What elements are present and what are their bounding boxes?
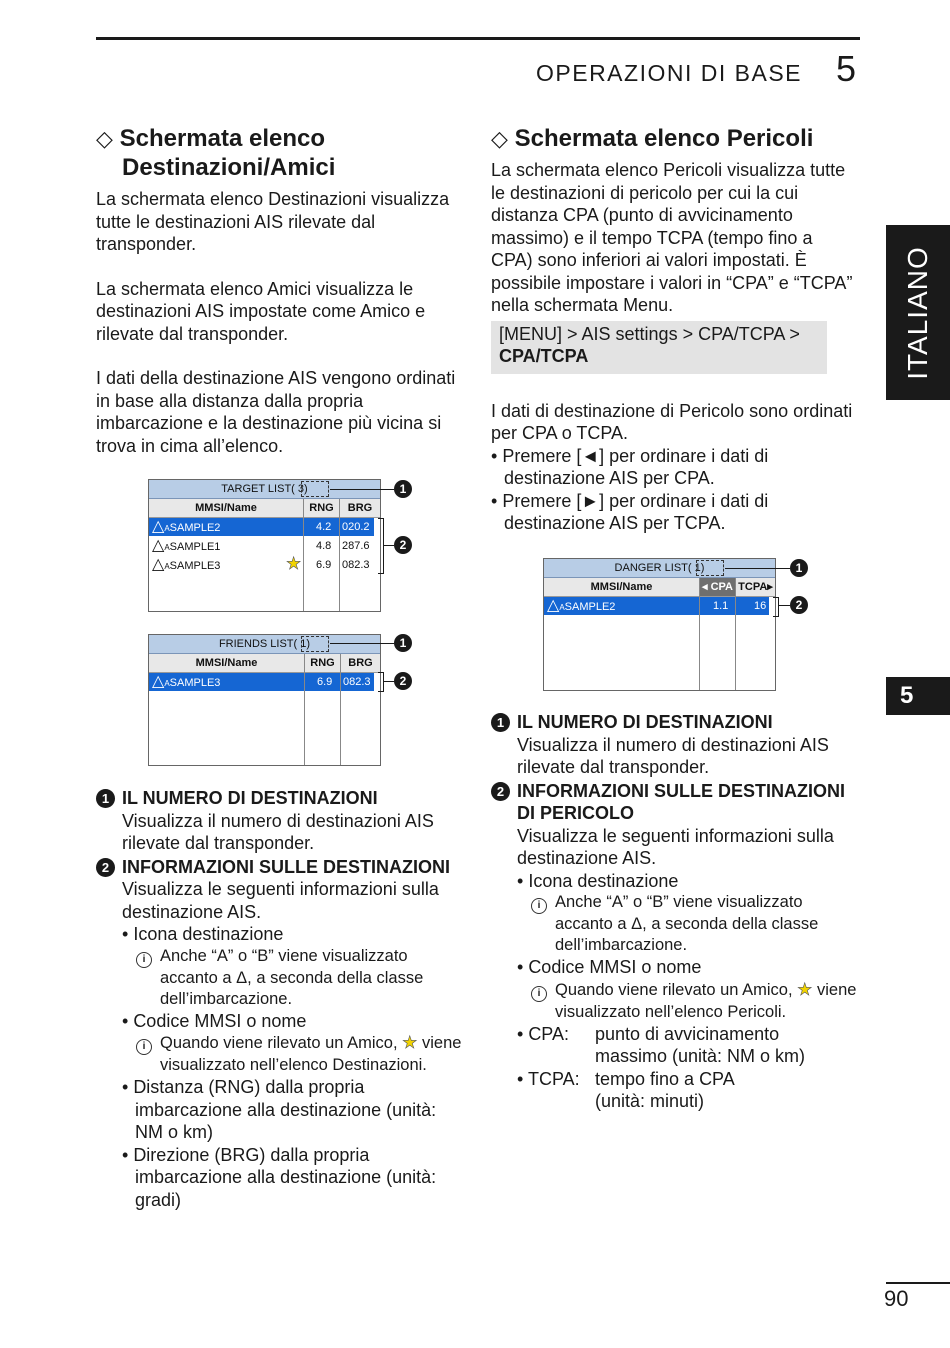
friends-list-screen xyxy=(148,634,381,766)
diamond-icon: ◇ xyxy=(491,126,508,151)
callout-line xyxy=(384,681,394,682)
col-header-brg: BRG xyxy=(340,499,380,518)
callout-line xyxy=(330,643,394,644)
right-bullet-2: • Codice MMSI o nome xyxy=(517,957,702,977)
left-bullet-4: • Direzione (BRG) dalla propria imbarcazione alla destinazione (unità: gradi) xyxy=(122,1144,437,1210)
left-heading: ◇ Schermata elenco Destinazioni/Amici xyxy=(96,125,336,181)
callout-line xyxy=(330,489,394,490)
callout-line xyxy=(384,545,394,546)
column-divider xyxy=(339,499,340,611)
target-triangle-icon: △ xyxy=(152,518,165,535)
right-para-1: La schermata elenco Pericoli visualizza tutte le destinazioni di pericolo per cui la cui distanza CPA (punto di avvicinamento massimo) e il tempo TCPA (tempo fino a CPA) sono inferiori ai valori impostati. È possibile impostare i valori in “CPA” e “TCPA” nella schermata Menu. xyxy=(491,160,853,315)
diamond-icon: ◇ xyxy=(96,126,113,151)
chapter-number: 5 xyxy=(836,48,857,89)
sort-bullet-cpa: • Premere [◄] per ordinare i dati di destinazione AIS per CPA. xyxy=(491,445,769,488)
info-icon: i xyxy=(531,986,547,1002)
right-column xyxy=(491,124,855,535)
table-row[interactable]: △ASAMPLE2 4.2 020.2 xyxy=(149,518,374,536)
callout-1: 1 xyxy=(790,559,808,577)
right-legend xyxy=(491,711,861,1113)
target-triangle-icon: △ xyxy=(547,597,560,614)
column-divider xyxy=(340,654,341,765)
callout-line xyxy=(779,605,790,606)
info-icon: i xyxy=(136,952,152,968)
callout-1: 1 xyxy=(394,480,412,498)
left-bullet-2: • Codice MMSI o nome xyxy=(122,1010,307,1031)
right-item-1-text: Visualizza il numero di destinazioni AIS rilevate dal transponder. xyxy=(517,734,829,777)
friend-star-icon: ★ xyxy=(797,979,813,999)
friends-list-titlebar: FRIENDS LIST( 1) xyxy=(149,635,380,654)
left-item-1-title: 1 IL NUMERO DI DESTINAZIONI xyxy=(96,787,466,810)
col-header-name: MMSI/Name xyxy=(149,499,303,518)
target-list-screen xyxy=(148,479,381,612)
target-triangle-icon: △ xyxy=(152,537,165,554)
target-list-titlebar: TARGET LIST( 3) xyxy=(149,480,380,499)
right-item-1-title: 1 IL NUMERO DI DESTINAZIONI xyxy=(491,711,861,734)
left-legend xyxy=(96,787,466,1211)
rows-bracket xyxy=(378,518,384,574)
left-note-1: i Anche “A” o “B” viene visualizzato accanto a Δ, a seconda della classe dell’imbarcazione. xyxy=(122,946,466,1010)
table-row[interactable]: △ASAMPLE2 1.1 16 xyxy=(544,597,769,615)
column-divider xyxy=(303,499,304,611)
count-highlight xyxy=(696,560,724,576)
count-highlight xyxy=(301,636,329,652)
table-row[interactable]: △ASAMPLE1 4.8 287.6 xyxy=(152,537,370,554)
table-row[interactable]: △ASAMPLE3 ★ 6.9 082.3 xyxy=(152,554,370,573)
info-icon: i xyxy=(136,1039,152,1055)
page-number: 90 xyxy=(884,1286,909,1311)
right-heading: ◇ Schermata elenco Pericoli xyxy=(491,125,814,152)
right-bullet-tcpa: • TCPA: tempo fino a CPA (unità: minuti) xyxy=(517,1068,734,1111)
target-triangle-icon: △ xyxy=(152,673,165,690)
language-tab-label: ITALIANO xyxy=(902,245,933,380)
count-highlight xyxy=(301,481,329,497)
right-note-2: i Quando viene rilevato un Amico, ★ viene visualizzato nell’elenco Pericoli. xyxy=(517,979,861,1023)
section-title: OPERAZIONI DI BASE xyxy=(536,60,802,86)
info-icon: i xyxy=(531,898,547,914)
chapter-tab: 5 xyxy=(886,677,950,715)
left-item-2-title: 2 INFORMAZIONI SULLE DESTINAZIONI xyxy=(96,856,466,879)
menu-path-box: [MENU] > AIS settings > CPA/TCPA > CPA/TCPA xyxy=(491,321,827,374)
right-para-2: I dati di destinazione di Pericolo sono ordinati per CPA o TCPA. xyxy=(491,400,853,443)
left-item-2-text: Visualizza le seguenti informazioni sulla destinazione AIS. xyxy=(122,879,439,922)
language-tab xyxy=(886,225,950,400)
callout-2: 2 xyxy=(790,596,808,614)
callout-1: 1 xyxy=(394,634,412,652)
target-triangle-icon: △ xyxy=(152,556,165,573)
col-header-rng: RNG xyxy=(305,654,340,673)
right-item-2-title: 2 INFORMAZIONI SULLE DESTINAZIONI DI PERICOLO xyxy=(491,780,861,825)
page-number-rule xyxy=(886,1282,950,1284)
col-header-name: MMSI/Name xyxy=(544,578,699,597)
left-para-2: La schermata elenco Amici visualizza le destinazioni AIS impostate come Amico e rilevate dal transponder. xyxy=(96,278,426,344)
column-divider xyxy=(735,578,736,690)
left-para-3: I dati della destinazione AIS vengono ordinati in base alla distanza dalla propria imbarcazione e la destinazione più vicina si trova in cima all’elenco. xyxy=(96,368,456,456)
left-bullet-3: • Distanza (RNG) dalla propria imbarcazione alla destinazione (unità: NM o km) xyxy=(122,1077,437,1142)
danger-list-screen xyxy=(543,558,776,691)
friend-star-icon: ★ xyxy=(402,1033,418,1052)
right-bullet-1: • Icona destinazione xyxy=(517,870,679,891)
danger-list-titlebar: DANGER LIST( 1) xyxy=(544,559,775,578)
left-para-1: La schermata elenco Destinazioni visualizza tutte le destinazioni AIS rilevate dal transponder. xyxy=(96,189,450,254)
col-header-brg: BRG xyxy=(341,654,380,673)
col-header-rng: RNG xyxy=(304,499,339,518)
left-column xyxy=(96,124,468,457)
col-header-name: MMSI/Name xyxy=(149,654,304,673)
sort-bullet-tcpa: • Premere [►] per ordinare i dati di destinazione AIS per TCPA. xyxy=(491,490,769,533)
rows-bracket xyxy=(378,672,384,692)
column-divider xyxy=(304,654,305,765)
col-header-tcpa[interactable]: TCPA▸ xyxy=(736,578,775,597)
col-header-cpa[interactable]: ◂ CPA xyxy=(700,578,735,597)
callout-2: 2 xyxy=(394,536,412,554)
left-bullet-1: • Icona destinazione xyxy=(122,924,284,944)
right-bullet-cpa: • CPA: punto di avvicinamento massimo (unità: NM o km) xyxy=(517,1023,806,1066)
callout-line xyxy=(725,568,790,569)
callout-2: 2 xyxy=(394,672,412,690)
rows-bracket xyxy=(773,597,779,617)
table-row[interactable]: △ASAMPLE3 6.9 082.3 xyxy=(149,673,374,691)
header-rule xyxy=(96,37,860,40)
right-note-1: i Anche “A” o “B” viene visualizzato accanto a Δ, a seconda della classe dell’imbarcazione. xyxy=(517,892,861,956)
left-item-1-text: Visualizza il numero di destinazioni AIS rilevate dal transponder. xyxy=(122,810,434,853)
column-divider xyxy=(699,578,700,690)
left-note-2: i Quando viene rilevato un Amico, ★ viene visualizzato nell’elenco Destinazioni. xyxy=(122,1032,466,1076)
friend-star-icon: ★ xyxy=(286,554,302,573)
right-item-2-text: Visualizza le seguenti informazioni sulla destinazione AIS. xyxy=(517,825,834,868)
